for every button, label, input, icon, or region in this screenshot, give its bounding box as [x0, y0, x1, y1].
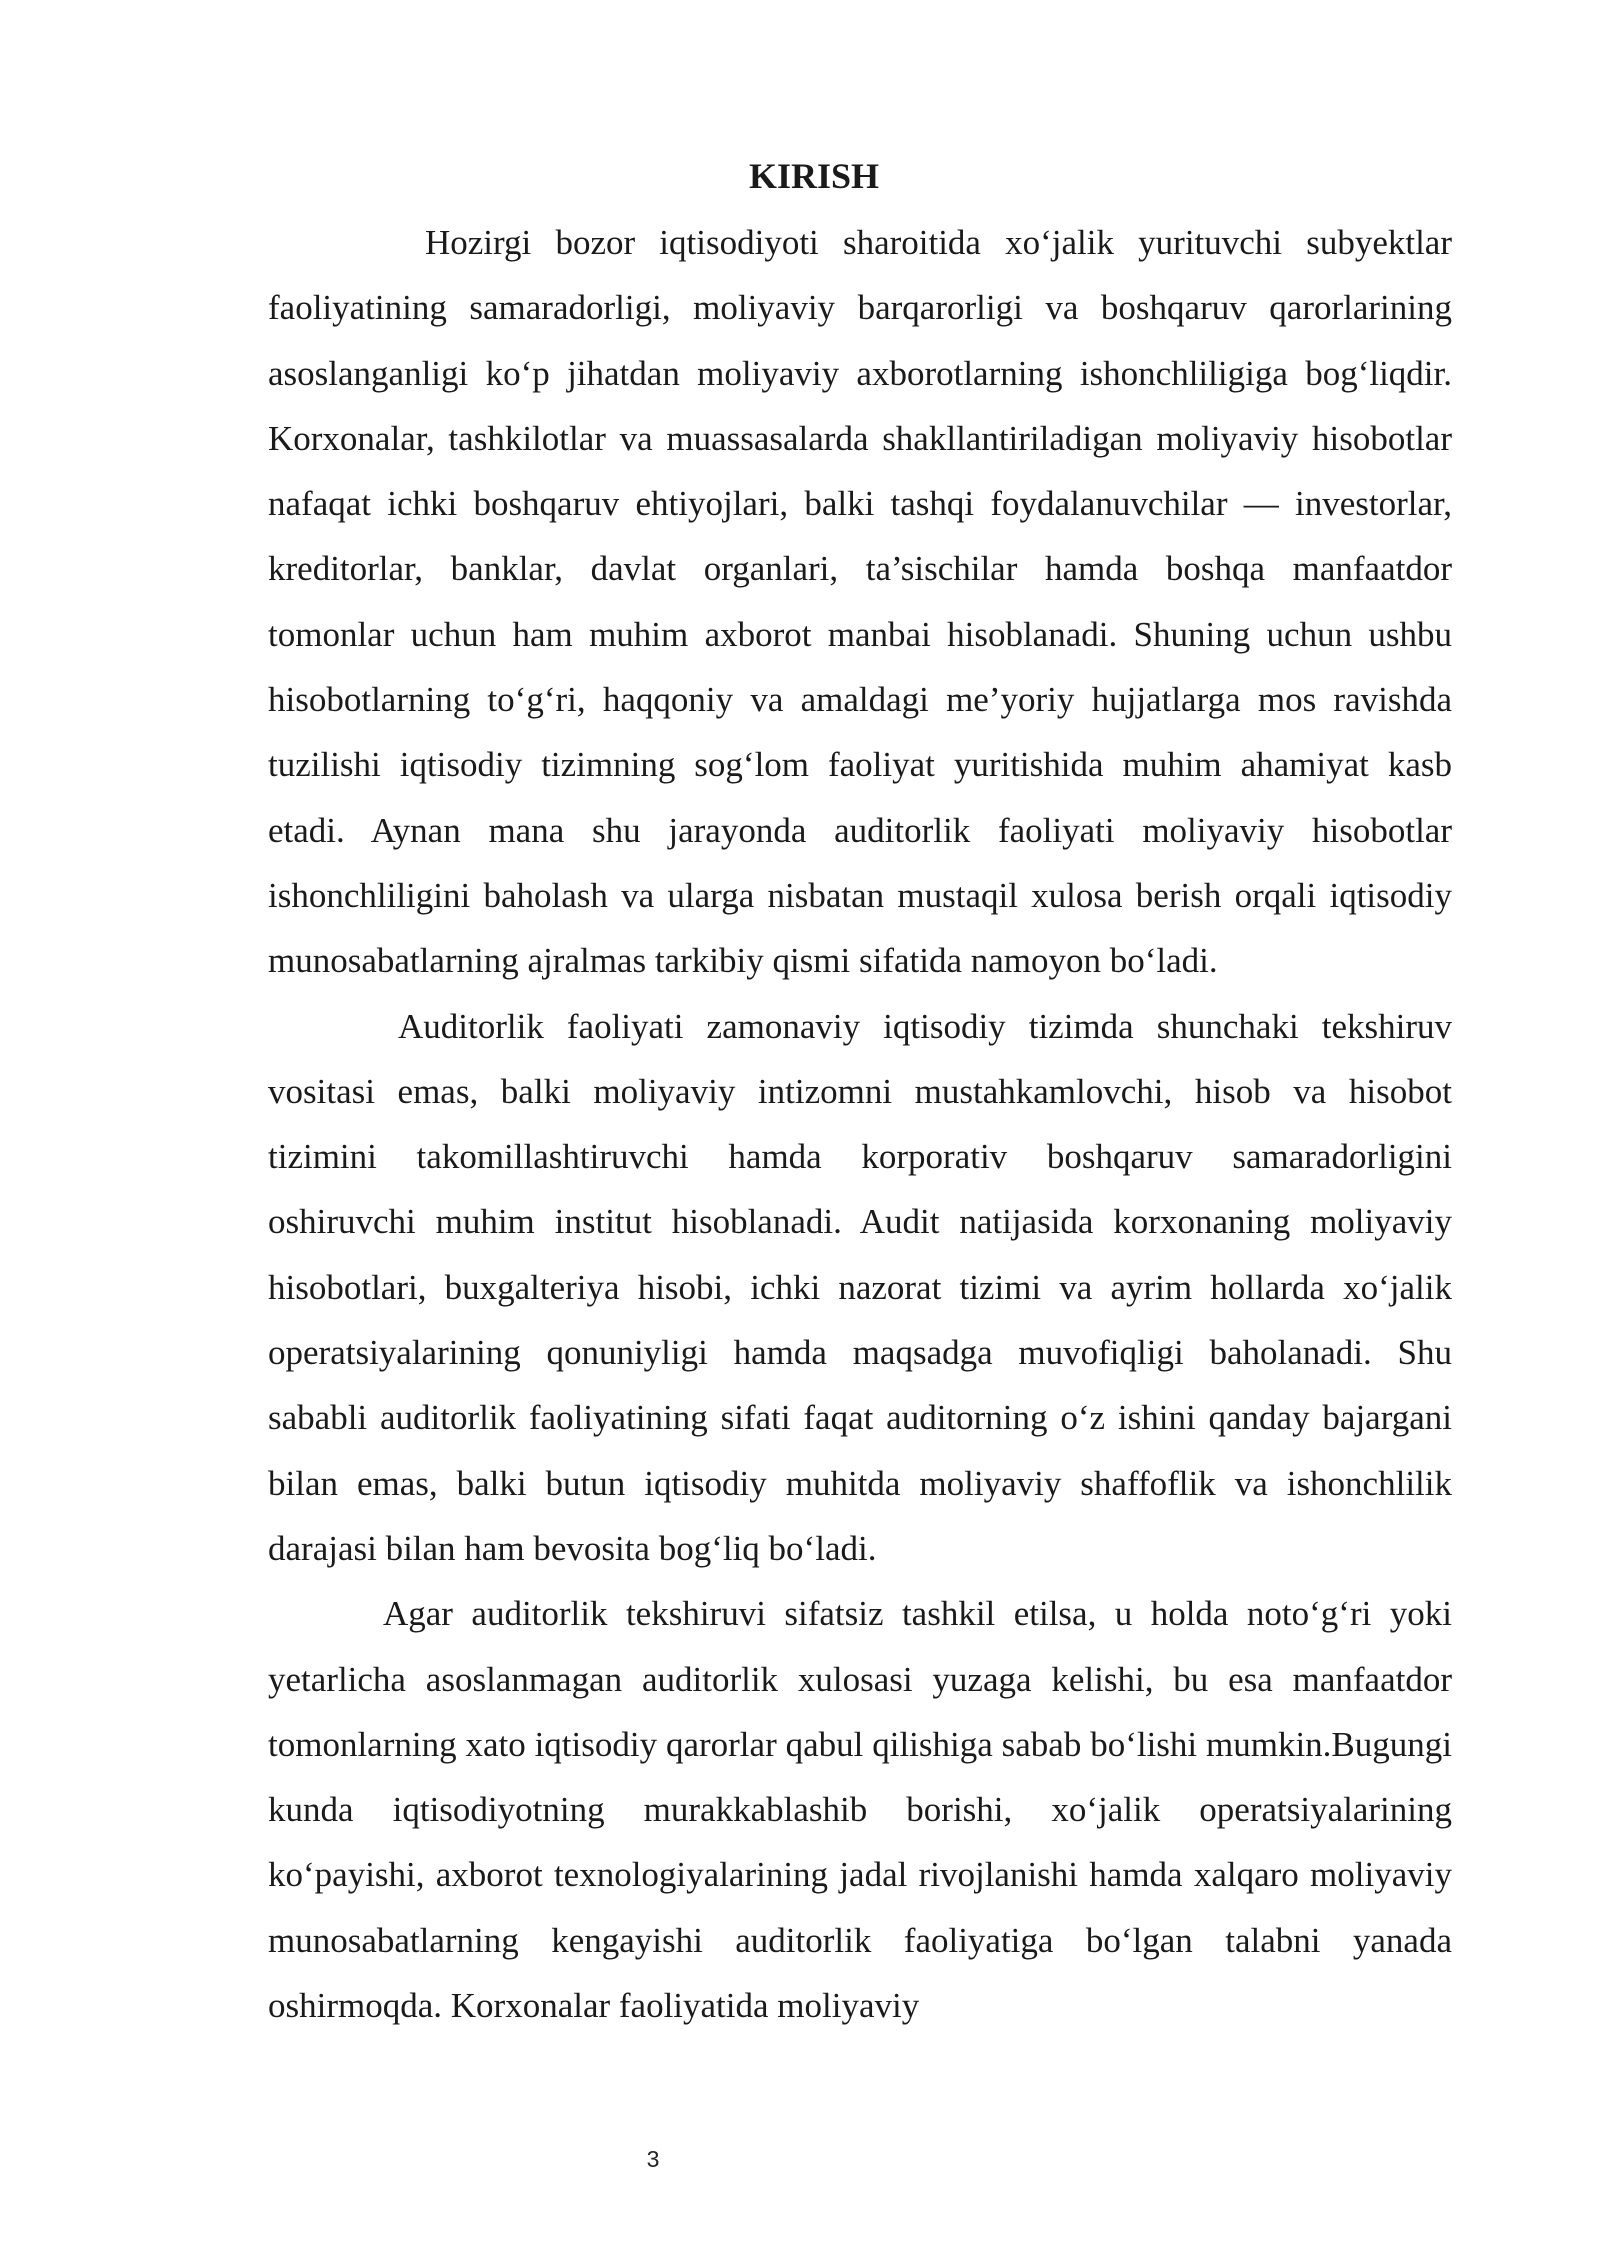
paragraph-1: Hozirgi bozor iqtisodiyoti sharoitida xo‘jalik yurituvchi subyektlar faoliyatining samaradorligi, moliyaviy barqarorligi va boshqaruv qarorlarining asoslanganligi ko‘p jihatdan moliyaviy axborotlarning ishonchliligiga bog‘liqdir. Korxonalar, tashkilotlar va muassasalarda shakllantiriladigan moliyaviy hisobotlar nafaqat ichki boshqaruv ehtiyojlari, balki tashqi foydalanuvchilar — investorlar, kreditorlar, banklar, davlat organlari, ta’sischilar hamda boshqa manfaatdor tomonlar uchun ham muhim axborot manbai hisoblanadi. Shuning uchun ushbu hisobotlarning to‘g‘ri, haqqoniy va amaldagi me’yoriy hujjatlarga mos ravishda tuzilishi iqtisodiy tizimning sog‘lom faoliyat yuritishida muhim ahamiyat kasb etadi. Aynan mana shu jarayonda auditorlik faoliyati moliyaviy hisobotlar ishonchliligini baholash va ularga nisbatan mustaqil xulosa berish orqali iqtisodiy munosabatlarning ajralmas tarkibiy qismi sifatida namoyon bo‘ladi.	[268, 223, 1452, 981]
body-text	[268, 210, 1452, 2038]
paragraph-3: Agar auditorlik tekshiruvi sifatsiz tashkil etilsa, u holda noto‘g‘ri yoki yetarlicha asoslanmagan auditorlik xulosasi yuzaga kelishi, bu esa manfaatdor tomonlarning xato iqtisodiy qarorlar qabul qilishiga sabab bo‘lishi mumkin.Bugungi kunda iqtisodiyotning murakkablashib borishi, xo‘jalik operatsiyalarining ko‘payishi, axborot texnologiyalarining jadal rivojlanishi hamda xalqaro moliyaviy munosabatlarning kengayishi auditorlik faoliyatiga bo‘lgan talabni yanada oshirmoqda. Korxonalar faoliyatida moliyaviy	[268, 1594, 1452, 2026]
page-number: 3	[646, 2146, 660, 2172]
section-heading: KIRISH	[748, 156, 880, 196]
paragraph-2: Auditorlik faoliyati zamonaviy iqtisodiy tizimda shunchaki tekshiruv vositasi emas, balki moliyaviy intizomni mustahkamlovchi, hisob va hisobot tizimini takomillashtiruvchi hamda korporativ boshqaruv samaradorligini oshiruvchi muhim institut hisoblanadi. Audit natijasida korxonaning moliyaviy hisobotlari, buxgalteriya hisobi, ichki nazorat tizimi va ayrim hollarda xo‘jalik operatsiyalarining qonuniyligi hamda maqsadga muvofiqligi baholanadi. Shu sababli auditorlik faoliyatining sifati faqat auditorning o‘z ishini qanday bajargani bilan emas, balki butun iqtisodiy muhitda moliyaviy shaffoflik va ishonchlilik darajasi bilan ham bevosita bog‘liq bo‘ladi.	[268, 1006, 1452, 1568]
